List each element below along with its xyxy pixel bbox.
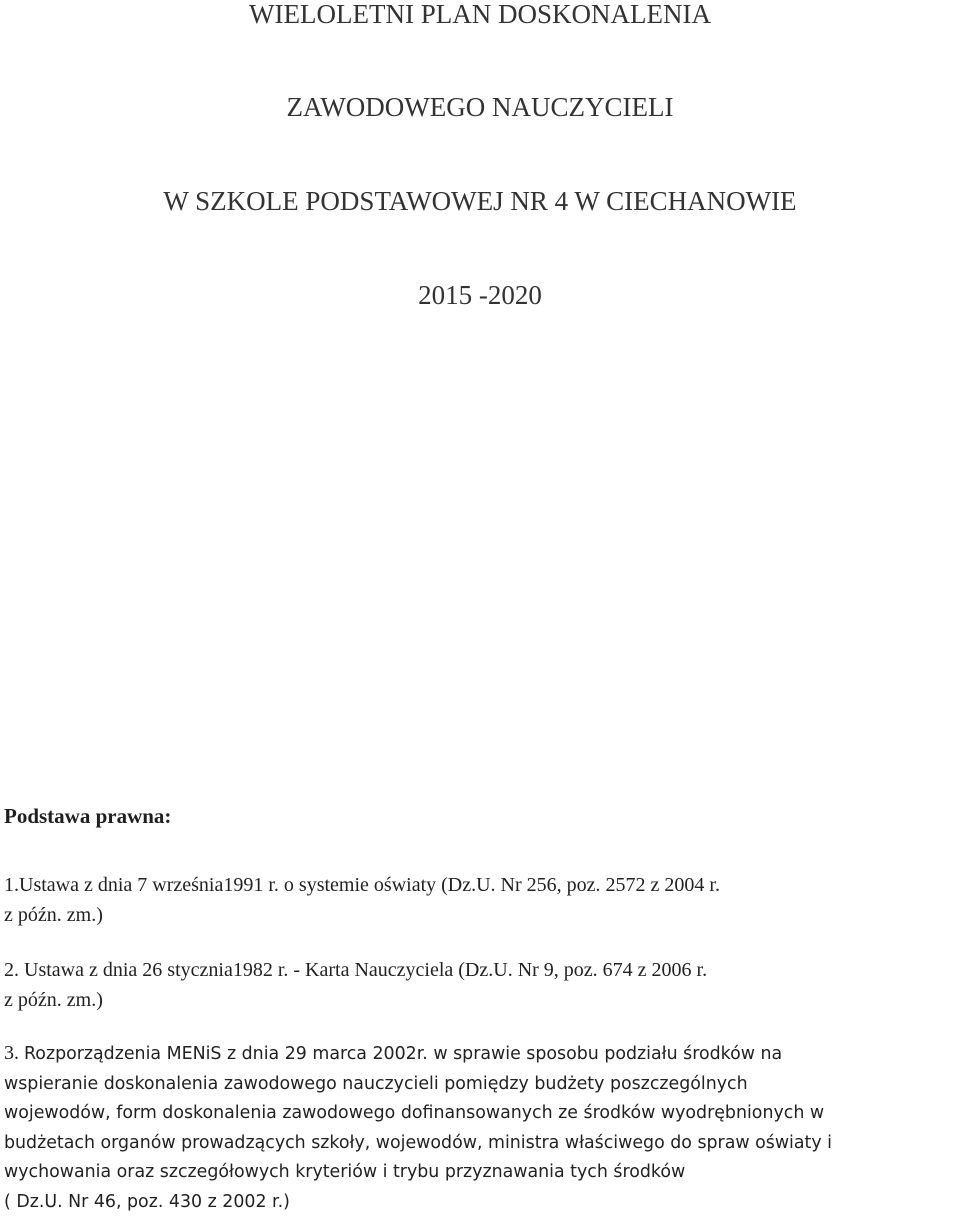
legal-basis-item-3-line-2: wspieranie doskonalenia zawodowego nauczycieli pomiędzy budżety poszczególnych <box>4 1070 954 1100</box>
legal-basis-item-3-line-1 <box>4 1039 954 1070</box>
document-title-line-2: ZAWODOWEGO NAUCZYCIELI <box>0 90 960 124</box>
legal-basis-item-1-line-2: z późn. zm.) <box>4 900 954 930</box>
legal-basis-item-3-line-6: ( Dz.U. Nr 46, poz. 430 z 2002 r.) <box>4 1188 954 1217</box>
legal-basis-item-3-line-1-text: Rozporządzenia MENiS z dnia 29 marca 2002r. w sprawie sposobu podziału środków na <box>24 1044 782 1064</box>
legal-basis-item-3-line-5: wychowania oraz szczegółowych kryteriów i trybu przyznawania tych środków <box>4 1158 954 1188</box>
legal-basis-heading: Podstawa prawna: <box>4 803 171 829</box>
legal-basis-item-2 <box>4 955 954 1015</box>
legal-basis-item-3-number: 3. <box>4 1042 24 1064</box>
document-title-line-3: W SZKOLE PODSTAWOWEJ NR 4 W CIECHANOWIE <box>0 184 960 218</box>
legal-basis-item-3-line-3: wojewodów, form doskonalenia zawodowego dofinansowanych ze środków wyodrębnionych w <box>4 1099 954 1129</box>
legal-basis-item-2-line-1: 2. Ustawa z dnia 26 stycznia1982 r. - Karta Nauczyciela (Dz.U. Nr 9, poz. 674 z 2006 r. <box>4 955 954 985</box>
document-title-years: 2015 -2020 <box>0 278 960 312</box>
legal-basis-item-2-line-2: z późn. zm.) <box>4 985 954 1015</box>
legal-basis-item-1 <box>4 870 954 930</box>
document-title-line-1: WIELOLETNI PLAN DOSKONALENIA <box>0 0 960 31</box>
legal-basis-item-1-line-1: 1.Ustawa z dnia 7 września1991 r. o systemie oświaty (Dz.U. Nr 256, poz. 2572 z 2004 r. <box>4 870 954 900</box>
legal-basis-item-3-line-4: budżetach organów prowadzących szkoły, wojewodów, ministra właściwego do spraw oświaty i <box>4 1129 954 1159</box>
legal-basis-item-3 <box>4 1039 954 1217</box>
